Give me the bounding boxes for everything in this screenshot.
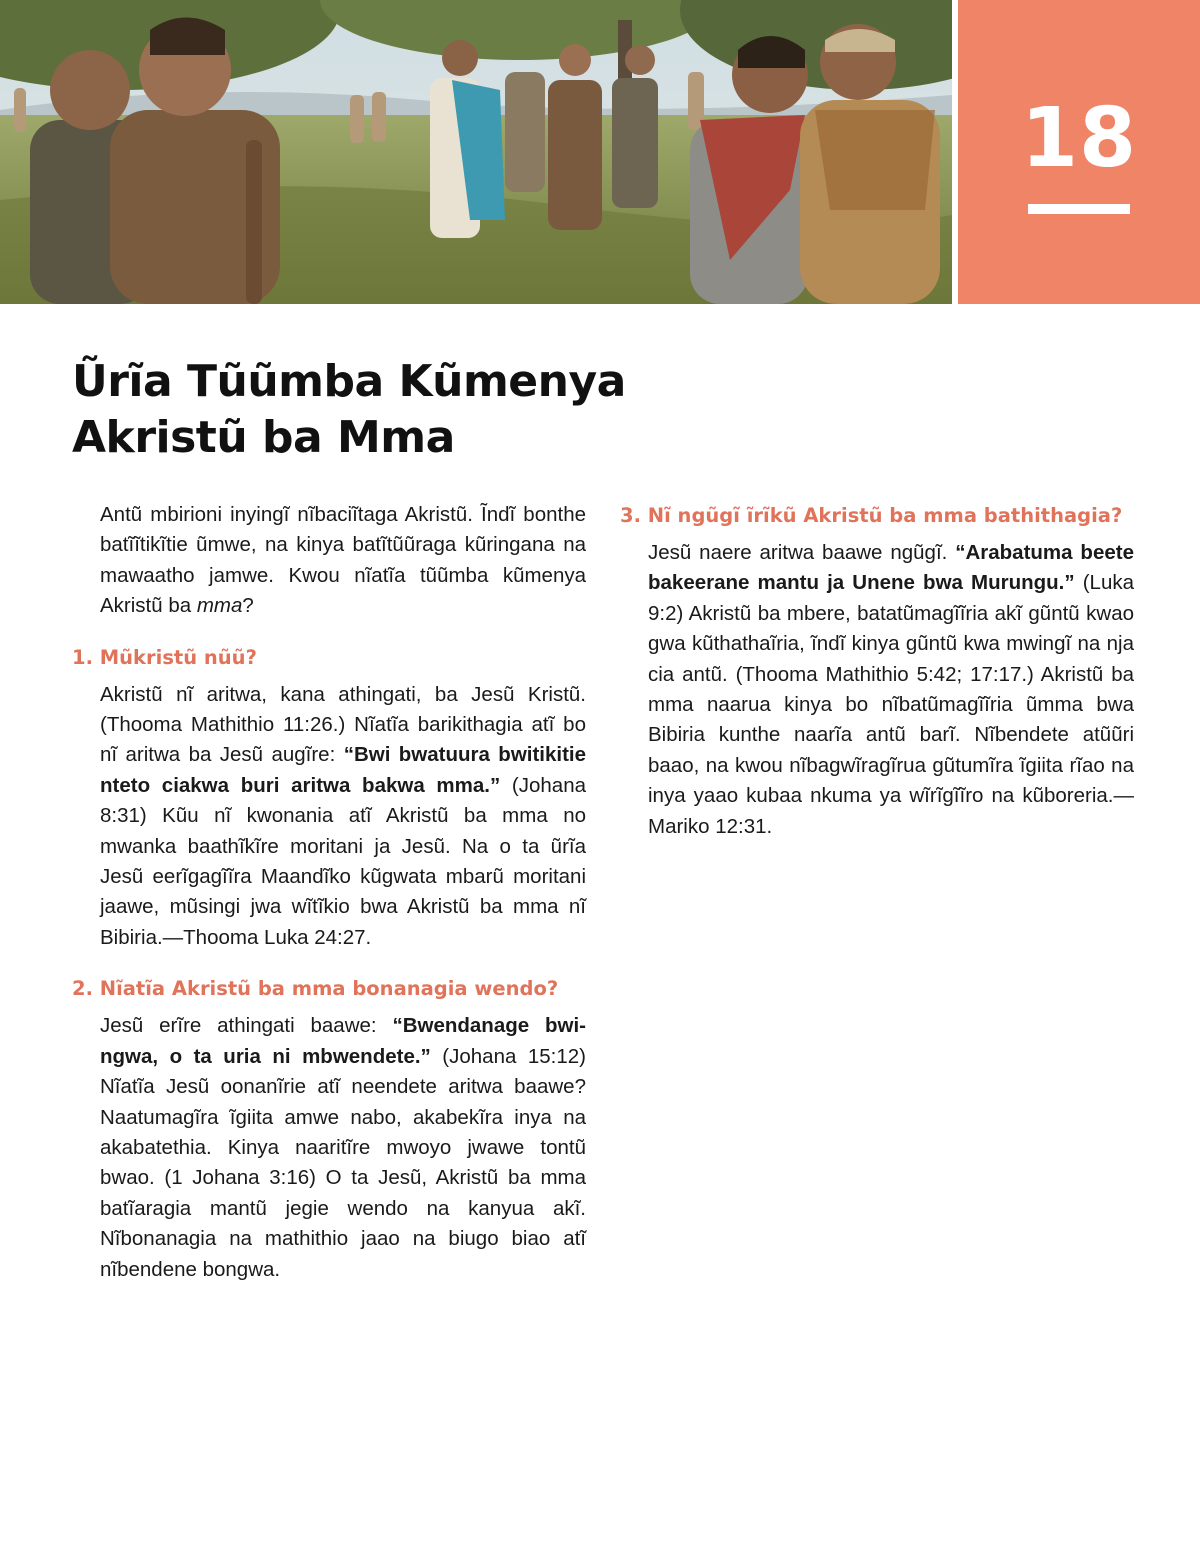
lesson-number: 18 [1020,91,1138,186]
question-heading-1: 1. Mũkristũ nũũ? [72,645,257,669]
scripture-quote-1: “Bwi bwatuura bwitikitie nteto ciakwa buri aritwa bakwa mma.” [100,743,586,797]
intro-paragraph: Antũ mbirioni inyingĩ nĩbaciĩtaga Akristũ. Ĩndĩ bonthe batĩĩtikĩtie ũmwe, na kinya batĩtũũraga kũringana na mawaatho jamwe. Kwou nĩatĩa tũũmba kũmenya Akristũ ba mma? [100,503,586,618]
intro-emphasis: mma [196,594,243,618]
answer-paragraph-2: Jesũ erĩre athingati baawe: “Bwendanage bwingwa, o ta uria ni mbwendete.” (Johana 15:12) Nĩatĩa Jesũ oonanĩrie atĩ neendete aritwa baawe? Naatumagĩra ĩgiita amwe nabo, akabekĩra inya na akabatethia. Kinya naaritĩre mwoyo jwawe tontũ bwao. (1 Johana 3:16) O ta Jesũ, Akristũ ba mma batĩaragia mantũ jegie wendo na kanyua akĩ. Nĩbonanagia na mathithio jaao na biugo biao atĩ nĩbendene bongwa. [100,1014,586,1281]
answer-paragraph-1: Akristũ nĩ aritwa, kana athingati, ba Jesũ Kristũ. (Thooma Mathithio 11:26.) Nĩatĩa barikithagia atĩ bo nĩ aritwa ba Jesũ augĩre: “Bwi bwatuura bwitikitie nteto ciakwa buri aritwa bakwa mma.” (Johana 8:31) Kũu nĩ kwonania atĩ Akristũ ba mma no mwanka baathĩkĩre moritani ja Jesũ. Na o ta ũrĩa Jesũ eerĩgagĩĩra Maandĩko kũgwata mbarũ moritani jaawe, mũsingi jwa wĩtĩkio bwa Akristũ ba mma nĩ Bibiria.—Thooma Luka 24:27. [100,682,587,949]
page-title-line1: Ũrĩa Tũũmba Kũmenya [72,356,626,407]
question-heading-2: 2. Nĩatĩa Akristũ ba mma bonanagia wendo? [72,977,559,1001]
page-title [72,354,692,466]
lesson-number-box [958,0,1200,304]
hero-illustration [0,0,952,304]
page-title-line2: Akristũ ba Mma [72,412,455,463]
scripture-quote-3: “Arabatuma beete bakeerane mantu ja Unene bwa Murungu.” [648,541,1134,595]
answer-paragraph-3: Jesũ naere aritwa baawe ngũgĩ. “Arabatuma beete bakeerane mantu ja Unene bwa Murungu.” (Luka 9:2) Akristũ ba mbere, batatũmagĩĩria akĩ gũntũ kwao gwa kũthathaĩria, ĩndĩ kinya gũntũ kwa mwingĩ na nja cia antũ. (Thooma Mathithio 5:42; 17:17.) Akristũ ba mma naarua kinya bo nĩbatũmagĩĩria ũmma bwa Bibiria kunthe naarĩa antũ barĩ. Nĩbendete atũũri baao, na kwou nĩbagwĩragĩrua gũtumĩra ĩgiita rĩao na inya yaao kubaa nkuma ya wĩrĩgĩĩro na kũboreria.—Mariko 12:31. [648,541,1134,838]
left-column [72,500,586,1285]
scripture-quote-2: “Bwendanage bwingwa, o ta uria ni mbwendete.” [100,1014,586,1068]
right-column [620,500,1134,842]
question-heading-3: 3. Nĩ ngũgĩ ĩrĩkũ Akristũ ba mma bathithagia? [620,504,1123,527]
lesson-number-underline [1028,204,1130,214]
